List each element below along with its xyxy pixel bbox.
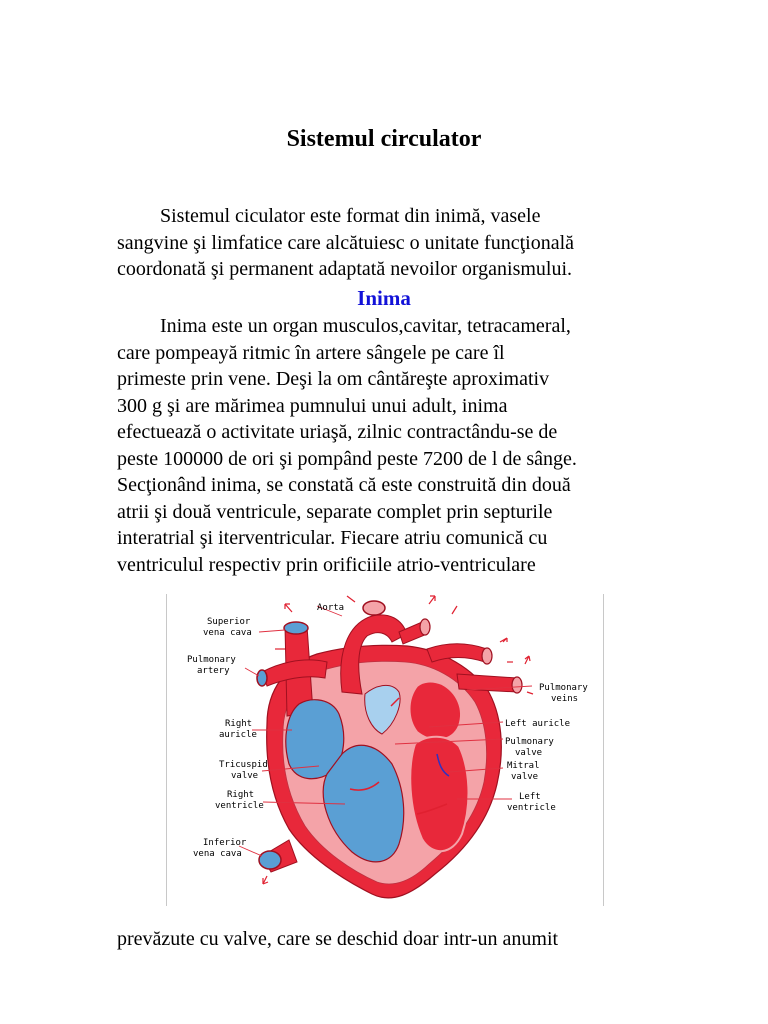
label-pulmonary-valve: valve	[515, 748, 543, 758]
heart-paragraph	[117, 313, 677, 578]
text-line: efectuează o activitate uriaşă, zilnic contractându-se de	[117, 421, 558, 443]
label-inferior-vena-cava: Inferior	[203, 838, 247, 848]
text-line: Secţionând inima, se constată că este construită din două	[117, 474, 571, 496]
label-tricuspid-valve: Tricuspid	[219, 760, 268, 770]
intro-paragraph	[117, 203, 677, 283]
heart-illustration	[167, 594, 603, 906]
label-right-auricle: Right	[225, 719, 253, 729]
text-line: sangvine şi limfatice care alcătuiesc o unitate funcţională	[117, 231, 575, 254]
label-left-ventricle: ventricle	[507, 803, 556, 813]
left-ventricle	[410, 737, 468, 851]
label-tricuspid-valve: valve	[231, 771, 259, 781]
text-line: interatrial şi iterventricular. Fiecare atriu comunică cu	[117, 527, 548, 549]
page-title: Sistemul circulator	[286, 126, 482, 152]
label-pulmonary-valve: Pulmonary	[505, 737, 554, 747]
pulmonary-veins-lower	[457, 674, 517, 692]
pulmonary-veins-upper	[427, 644, 487, 662]
text-line: care pompeayă ritmic în artere sângele pe care îl	[117, 341, 505, 364]
label-superior-vena-cava: Superior	[207, 617, 251, 627]
label-pulmonary-veins: veins	[551, 694, 579, 704]
label-inferior-vena-cava: vena cava	[193, 849, 242, 859]
text-line: Inima este un organ musculos,cavitar, tetracameral,	[160, 315, 571, 337]
label-aorta: Aorta	[317, 603, 345, 613]
label-mitral-valve: Mitral	[507, 761, 540, 771]
label-pulmonary-artery: artery	[197, 666, 230, 676]
label-right-auricle: auricle	[219, 730, 257, 740]
continuation-text: prevăzute cu valve, care se deschid doar intr-un anumit	[117, 928, 559, 950]
heart-diagram	[166, 594, 604, 906]
label-left-auricle: Left auricle	[505, 719, 571, 729]
text-line: peste 100000 de ori şi pompând peste 7200 de l de sânge.	[117, 447, 577, 470]
label-right-ventricle: Right	[227, 790, 255, 800]
section-heading: Inima	[357, 286, 411, 310]
label-right-ventricle: ventricle	[215, 801, 264, 811]
text-line: Sistemul ciculator este format din inimă, vasele	[160, 205, 541, 227]
text-line: coordonată şi permanent adaptată nevoilor organismului.	[117, 258, 573, 280]
label-left-ventricle: Left	[519, 792, 541, 802]
text-line: atrii şi două ventricule, separate complet prin septurile	[117, 500, 553, 523]
text-line: 300 g şi are mărimea pumnului unui adult, inima	[117, 394, 508, 417]
label-mitral-valve: valve	[511, 772, 539, 782]
label-superior-vena-cava: vena cava	[203, 628, 252, 638]
label-pulmonary-artery: Pulmonary	[187, 655, 236, 665]
text-line: primeste prin vene. Deşi la om cântăreşte aproximativ	[117, 368, 550, 390]
text-line: ventriculul respectiv prin orificiile atrio-ventriculare	[117, 553, 536, 576]
label-pulmonary-veins: Pulmonary	[539, 683, 588, 693]
